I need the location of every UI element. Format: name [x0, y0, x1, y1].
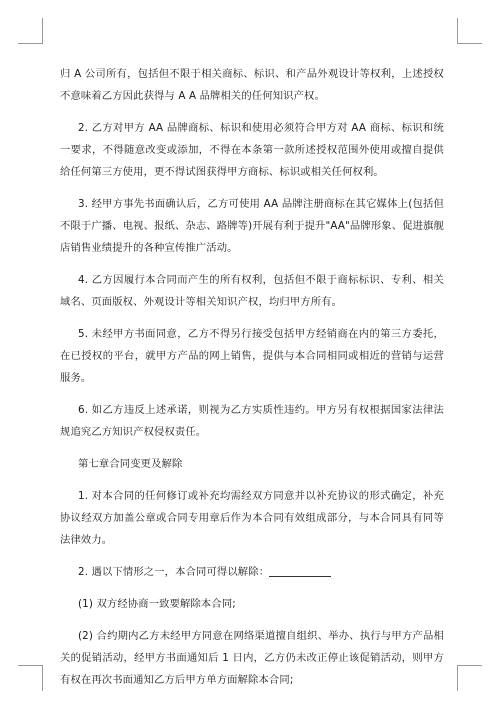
termination-item-2: (2) 合约期内乙方未经甲方同意在网络渠道擅自组织、举办、执行与甲方产品相关的促销活动，经甲方书面通知后 1 日内，乙方仍未改正停止该促销活动，则甲方有权在再次书面通知乙方后甲方单方面解除本合同;	[60, 630, 444, 686]
crop-mark-bottom-left-h	[18, 665, 42, 666]
crop-mark-top-left-v	[42, 18, 43, 44]
chapter7-clause-2-text: 2. 遇以下情形之一，本合同可得以解除：	[78, 566, 270, 578]
chapter7-clause-1: 1. 对本合同的任何修订或补充均需经双方同意并以补充协议的形式确定，补充协议经双方加盖公章或合同专用章后作为本合同有效组成部分，与本合同具有同等法律效力。	[60, 490, 444, 546]
chapter7-clause-2	[60, 561, 444, 583]
paragraph-continued: 归 A 公司所有，包括但不限于相关商标、标识、和产品外观设计等权利，上述授权不意味着乙方因此获得与 A A 品牌相关的任何知识产权。	[60, 68, 444, 102]
clause-6: 6. 如乙方违反上述承诺，则视为乙方实质性违约。甲方另有权根据国家法律法规追究乙方知识产权侵权责任。	[60, 404, 444, 438]
crop-mark-bottom-left-v	[42, 665, 43, 691]
crop-mark-top-right-v	[457, 18, 458, 44]
document-body	[60, 63, 444, 701]
clause-2: 2. 乙方对甲方 AA 品牌商标、标识和使用必须符合甲方对 AA 商标、标识和统一要求，不得随意改变或添加，不得在本条第一款所述授权范围外使用或擅自提供给任何第三方使用，更不得试图获得甲方商标、标识或相关任何权利。	[60, 122, 444, 178]
clause-5: 5. 未经甲方书面同意，乙方不得另行接受包括甲方经销商在内的第三方委托，在已授权的平台，就甲方产品的网上销售，提供与本合同相同或相近的营销与运营服务。	[60, 328, 444, 384]
crop-mark-bottom-right-h	[458, 665, 482, 666]
termination-item-1: (1) 双方经协商一致要解除本合同;	[78, 598, 236, 610]
crop-mark-top-left-h	[18, 43, 42, 44]
crop-mark-bottom-right-v	[457, 665, 458, 691]
clause-4: 4. 乙方因履行本合同而产生的所有权利，包括但不限于商标标识、专利、相关域名、页面版权、外观设计等相关知识产权，均归甲方所有。	[60, 274, 444, 308]
clause-3: 3. 经甲方事先书面确认后，乙方可使用 AA 品牌注册商标在其它媒体上(包括但不限于广播、电视、报纸、杂志、路牌等)开展有利于提升"AA"品牌形象、促进旗舰店销售业绩提升的各种宣传推广活动。	[60, 198, 444, 254]
chapter-heading: 第七章合同变更及解除	[78, 458, 183, 470]
crop-mark-top-right-h	[458, 43, 482, 44]
fill-in-blank	[269, 564, 331, 577]
